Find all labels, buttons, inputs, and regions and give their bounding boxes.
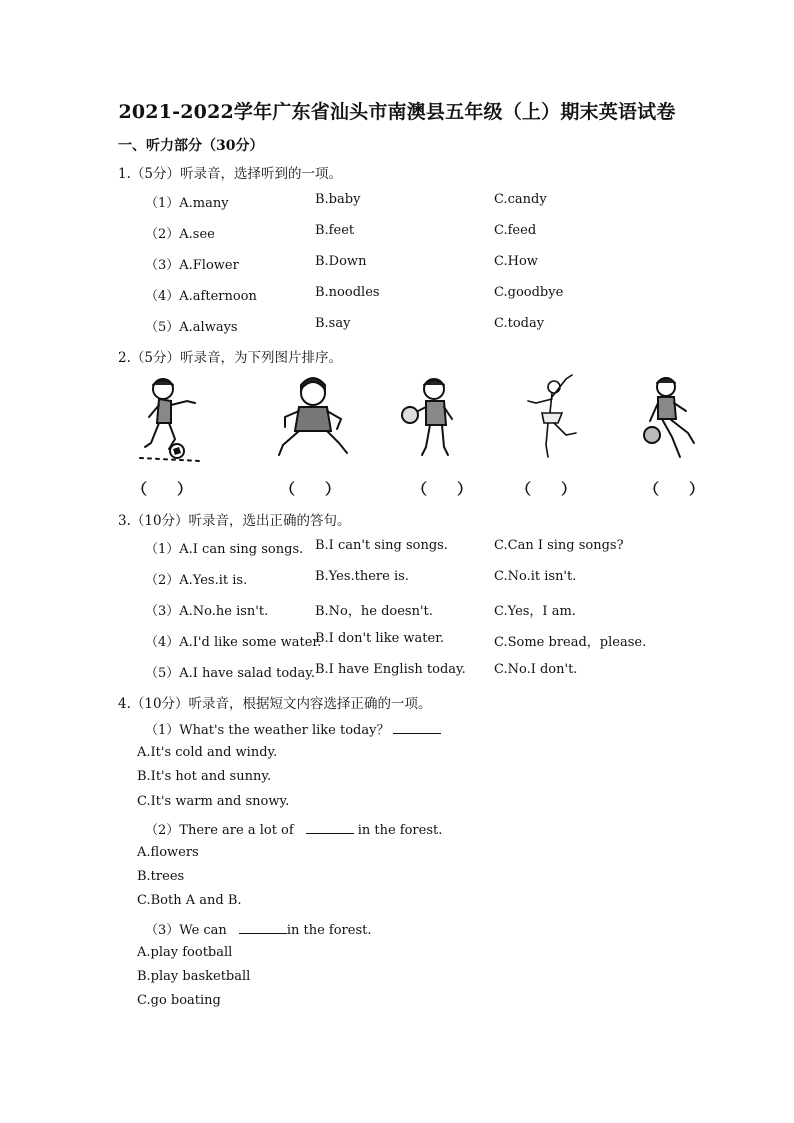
boy-playing-ping-pong-icon — [400, 373, 470, 465]
q3-option-c: C.Can I sing songs? — [494, 538, 624, 553]
q4-sub3-text-pre: （3）We can — [145, 923, 227, 938]
q4-sub1-question — [145, 719, 445, 738]
answer-blank — [393, 722, 441, 734]
q2-answer-blank-2: （ ） — [280, 480, 341, 498]
q1-option-c: C.How — [494, 254, 538, 269]
q4-sub2-question — [145, 819, 442, 838]
page-title: 2021-2022学年广东省汕头市南澳县五年级（上）期末英语试卷 — [118, 101, 676, 123]
q1-row — [145, 223, 745, 243]
q2-answer-blank-3: （ ） — [412, 480, 473, 498]
q1-option-a: （4）A.afternoon — [145, 289, 257, 304]
answer-blank — [306, 822, 354, 834]
q3-row — [145, 569, 745, 589]
q1-option-a: （3）A.Flower — [145, 258, 239, 273]
section-heading-listening: 一、听力部分（30分） — [118, 138, 264, 154]
q4-sub3-option-a: A.play football — [137, 945, 233, 960]
q1-row — [145, 316, 745, 336]
q3-option-a: （3）A.No.he isn't. — [145, 604, 269, 619]
q3-row — [145, 538, 745, 558]
answer-blank — [239, 922, 287, 934]
q4-sub2-option-b: B.trees — [137, 869, 185, 884]
q4-sub2-option-c: C.Both A and B. — [137, 893, 242, 908]
q3-option-a: （2）A.Yes.it is. — [145, 573, 248, 588]
q2-stem: 2.（5分）听录音，为下列图片排序。 — [118, 350, 342, 366]
q4-sub2-text-post: in the forest. — [357, 823, 443, 838]
q3-option-a: （4）A.I'd like some water. — [145, 635, 322, 650]
q4-sub2-option-a: A.flowers — [137, 845, 199, 860]
q3-option-a: （1）A.I can sing songs. — [145, 542, 304, 557]
q1-option-a: （5）A.always — [145, 320, 238, 335]
q1-option-b: B.Down — [315, 254, 367, 269]
q4-sub1-option-c: C.It's warm and snowy. — [137, 794, 290, 809]
q2-answer-blank-5: （ ） — [644, 480, 705, 498]
q3-option-a: （5）A.I have salad today. — [145, 666, 316, 681]
q4-sub2-text-pre: （2）There are a lot of — [145, 823, 294, 838]
boy-kicking-football-icon — [135, 373, 215, 465]
q4-sub3-option-c: C.go boating — [137, 993, 221, 1008]
q4-sub1-text: （1）What's the weather like today？ — [145, 723, 390, 738]
q1-option-b: B.say — [315, 316, 351, 331]
q3-option-c: C.Some bread，please. — [494, 635, 647, 650]
q3-option-b: B.No，he doesn't. — [315, 604, 433, 619]
q1-option-c: C.goodbye — [494, 285, 564, 300]
q1-option-c: C.feed — [494, 223, 537, 238]
q4-stem: 4.（10分）听录音，根据短文内容选择正确的一项。 — [118, 696, 432, 712]
q2-answer-blank-4: （ ） — [516, 480, 577, 498]
q1-option-b: B.noodles — [315, 285, 380, 300]
q3-option-c: C.No.I don't. — [494, 662, 578, 677]
q1-option-c: C.candy — [494, 192, 547, 207]
q1-option-c: C.today — [494, 316, 545, 331]
q1-stem: 1.（5分）听录音，选择听到的一项。 — [118, 166, 342, 182]
q4-sub1-option-a: A.It's cold and windy. — [137, 745, 278, 760]
q3-option-c: C.No.it isn't. — [494, 569, 577, 584]
q3-row — [145, 600, 745, 620]
q1-option-b: B.baby — [315, 192, 361, 207]
boy-doing-kungfu-icon — [273, 373, 353, 465]
q4-sub3-text-post: in the forest. — [286, 923, 372, 938]
q3-stem: 3.（10分）听录音，选出正确的答句。 — [118, 513, 351, 529]
q1-option-a: （1）A.many — [145, 196, 229, 211]
q1-row — [145, 285, 745, 305]
q3-option-b: B.I don't like water. — [315, 631, 445, 646]
q3-option-c: C.Yes，I am. — [494, 604, 576, 619]
q4-sub3-option-b: B.play basketball — [137, 969, 251, 984]
q3-option-b: B.I can't sing songs. — [315, 538, 448, 553]
q3-row — [145, 631, 745, 651]
q4-sub3-question — [145, 919, 371, 938]
q3-option-b: B.I have English today. — [315, 662, 466, 677]
q1-row — [145, 192, 745, 212]
boy-playing-basketball-icon — [632, 373, 704, 465]
q3-option-b: B.Yes.there is. — [315, 569, 409, 584]
q1-option-a: （2）A.see — [145, 227, 215, 242]
q2-answer-blank-1: （ ） — [132, 480, 193, 498]
q1-row — [145, 254, 745, 274]
q4-sub1-option-b: B.It's hot and sunny. — [137, 769, 272, 784]
girl-dancing-ballet-icon — [522, 373, 582, 465]
q3-row — [145, 662, 745, 682]
q1-option-b: B.feet — [315, 223, 355, 238]
